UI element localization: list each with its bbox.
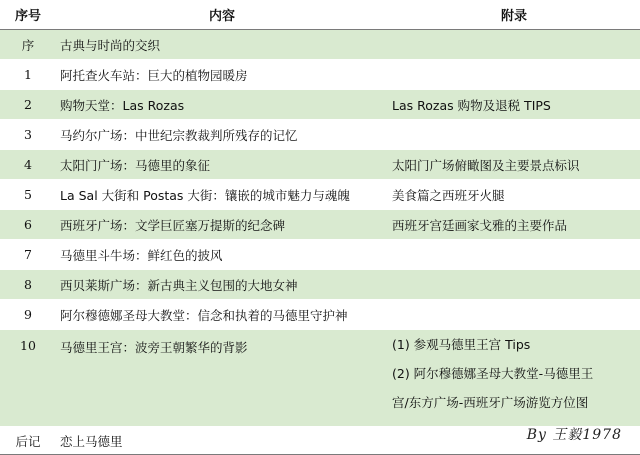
row-num: 序 bbox=[0, 30, 56, 60]
table-row bbox=[0, 60, 640, 90]
row-note bbox=[388, 120, 640, 150]
header-row bbox=[0, 0, 640, 30]
note-line: (1) 参观马德里王宫 Tips bbox=[392, 330, 640, 359]
row-num: 后记 bbox=[0, 427, 56, 455]
row-note bbox=[388, 270, 640, 300]
row-note bbox=[388, 30, 640, 60]
row-title: 西贝莱斯广场：新古典主义包围的大地女神 bbox=[56, 270, 388, 300]
table-row bbox=[0, 240, 640, 270]
table-row bbox=[0, 300, 640, 330]
row-title: 古典与时尚的交织 bbox=[56, 30, 388, 60]
row-note: 美食篇之西班牙火腿 bbox=[388, 180, 640, 210]
row-title: 马德里斗牛场：鲜红色的披风 bbox=[56, 240, 388, 270]
row-title: 购物天堂：Las Rozas bbox=[56, 90, 388, 120]
row-num: 2 bbox=[0, 90, 56, 120]
note-line: 宫/东方广场-西班牙广场游览方位图 bbox=[392, 388, 640, 417]
note-line: (2) 阿尔穆德娜圣母大教堂-马德里王 bbox=[392, 359, 640, 388]
row-title: 阿尔穆德娜圣母大教堂：信念和执着的马德里守护神 bbox=[56, 300, 388, 330]
row-title: 西班牙广场：文学巨匠塞万提斯的纪念碑 bbox=[56, 210, 388, 240]
author-signature: By 王毅1978 bbox=[527, 424, 622, 444]
row-note bbox=[388, 240, 640, 270]
row-title: 马约尔广场：中世纪宗教裁判所残存的记忆 bbox=[56, 120, 388, 150]
table-row bbox=[0, 270, 640, 300]
table-row bbox=[0, 90, 640, 120]
header-content: 内容 bbox=[56, 0, 388, 30]
row-title: La Sal 大街和 Postas 大街：镶嵌的城市魅力与魂魄 bbox=[56, 180, 388, 210]
row-num: 1 bbox=[0, 60, 56, 90]
row-num: 3 bbox=[0, 120, 56, 150]
row-num: 10 bbox=[0, 330, 56, 427]
table-row bbox=[0, 180, 640, 210]
row-title: 恋上马德里 bbox=[56, 427, 388, 455]
table-row bbox=[0, 210, 640, 240]
table-row bbox=[0, 330, 640, 427]
row-note bbox=[388, 330, 640, 427]
row-note bbox=[388, 60, 640, 90]
row-num: 4 bbox=[0, 150, 56, 180]
row-num: 5 bbox=[0, 180, 56, 210]
row-title: 阿托查火车站：巨大的植物园暖房 bbox=[56, 60, 388, 90]
row-title: 马德里王宫：波旁王朝繁华的背影 bbox=[56, 330, 388, 427]
row-note bbox=[388, 300, 640, 330]
row-num: 6 bbox=[0, 210, 56, 240]
row-num: 7 bbox=[0, 240, 56, 270]
table-row bbox=[0, 30, 640, 60]
table-row bbox=[0, 150, 640, 180]
table-row bbox=[0, 120, 640, 150]
row-title: 太阳门广场：马德里的象征 bbox=[56, 150, 388, 180]
row-note: 太阳门广场俯瞰图及主要景点标识 bbox=[388, 150, 640, 180]
row-note: Las Rozas 购物及退税 TIPS bbox=[388, 90, 640, 120]
header-appendix: 附录 bbox=[388, 0, 640, 30]
row-num: 8 bbox=[0, 270, 56, 300]
row-num: 9 bbox=[0, 300, 56, 330]
row-note: 西班牙宫廷画家戈雅的主要作品 bbox=[388, 210, 640, 240]
header-num: 序号 bbox=[0, 0, 56, 30]
